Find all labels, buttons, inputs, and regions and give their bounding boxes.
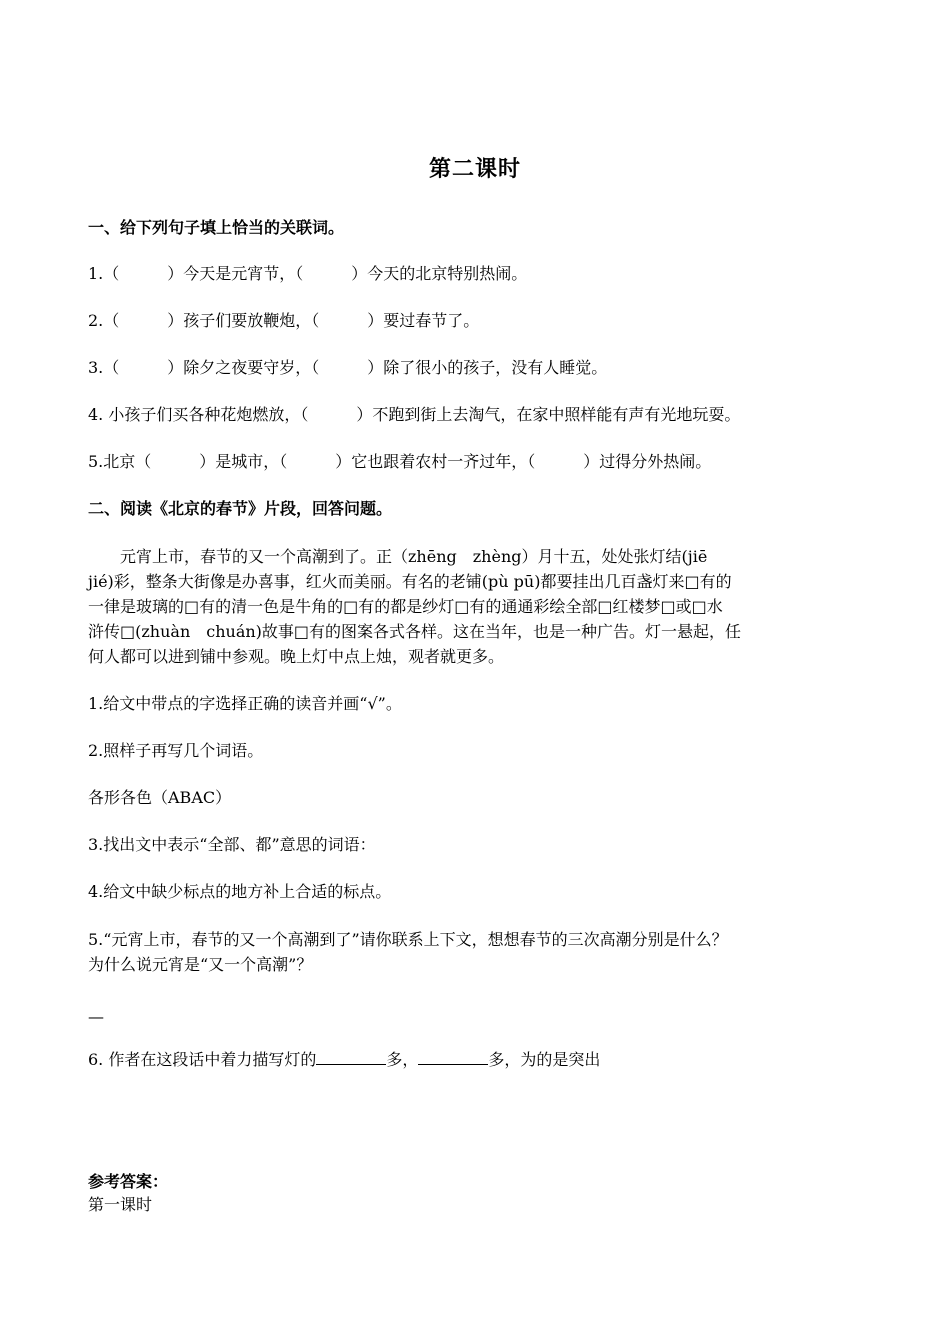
question-3: 3.找出文中表示“全部、都”意思的词语：	[88, 835, 376, 854]
reading-passage	[88, 544, 868, 669]
answer-dash: —	[88, 1007, 104, 1026]
answer-blank[interactable]	[316, 1050, 386, 1065]
section1-item-1: 1.（ ）今天是元宵节，（ ）今天的北京特别热闹。	[88, 264, 528, 283]
question-5-line-2: 为什么说元宵是“又一个高潮”？	[88, 955, 313, 974]
answers-subheading: 第一课时	[88, 1195, 153, 1214]
section1-item-5: 5.北京（ ）是城市，（ ）它也跟着农村一齐过年，（ ）过得分外热闹。	[88, 452, 712, 471]
section1-item-2: 2.（ ）孩子们要放鞭炮，（ ）要过春节了。	[88, 311, 480, 330]
passage-line: 何人都可以进到铺中参观。晚上灯中点上烛，观者就更多。	[88, 647, 505, 666]
section2-heading: 二、阅读《北京的春节》片段，回答问题。	[88, 499, 393, 518]
passage-line: 元宵上市，春节的又一个高潮到了。正（zhēng zhèng）月十五，处处张灯结(jiē	[88, 547, 708, 566]
page-title: 第二课时	[428, 156, 521, 182]
question-6-text-2: 多，	[386, 1050, 419, 1069]
question-5-line-1: 5.“元宵上市，春节的又一个高潮到了”请你联系上下文，想想春节的三次高潮分别是什么？	[88, 930, 728, 949]
section1-heading: 一、给下列句子填上恰当的关联词。	[88, 218, 345, 237]
passage-line: 一律是玻璃的□有的清一色是牛角的□有的都是纱灯□有的通通彩绘全部□红楼梦□或□水	[88, 597, 723, 616]
question-4: 4.给文中缺少标点的地方补上合适的标点。	[88, 882, 392, 901]
question-2-example: 各形各色（ABAC）	[88, 788, 232, 807]
question-6-text-1: 6. 作者在这段话中着力描写灯的	[88, 1050, 317, 1069]
passage-line: jié)彩，整条大街像是办喜事，红火而美丽。有名的老铺(pù pū)都要挂出几百盏灯来□有的	[88, 572, 732, 591]
answer-blank[interactable]	[418, 1050, 488, 1065]
section1-item-4: 4. 小孩子们买各种花炮燃放，（ ）不跑到街上去淘气，在家中照样能有声有光地玩耍。	[88, 405, 741, 424]
question-1: 1.给文中带点的字选择正确的读音并画“√”。	[88, 694, 402, 713]
answers-heading: 参考答案：	[88, 1172, 169, 1191]
question-6-text-3: 多，为的是突出	[488, 1050, 601, 1069]
question-6	[88, 1048, 600, 1072]
section1-item-3: 3.（ ）除夕之夜要守岁，（ ）除了很小的孩子，没有人睡觉。	[88, 358, 608, 377]
passage-line: 浒传□(zhuàn chuán)故事□有的图案各式各样。这在当年，也是一种广告。灯一悬起，任	[88, 622, 742, 641]
question-2: 2.照样子再写几个词语。	[88, 741, 264, 760]
